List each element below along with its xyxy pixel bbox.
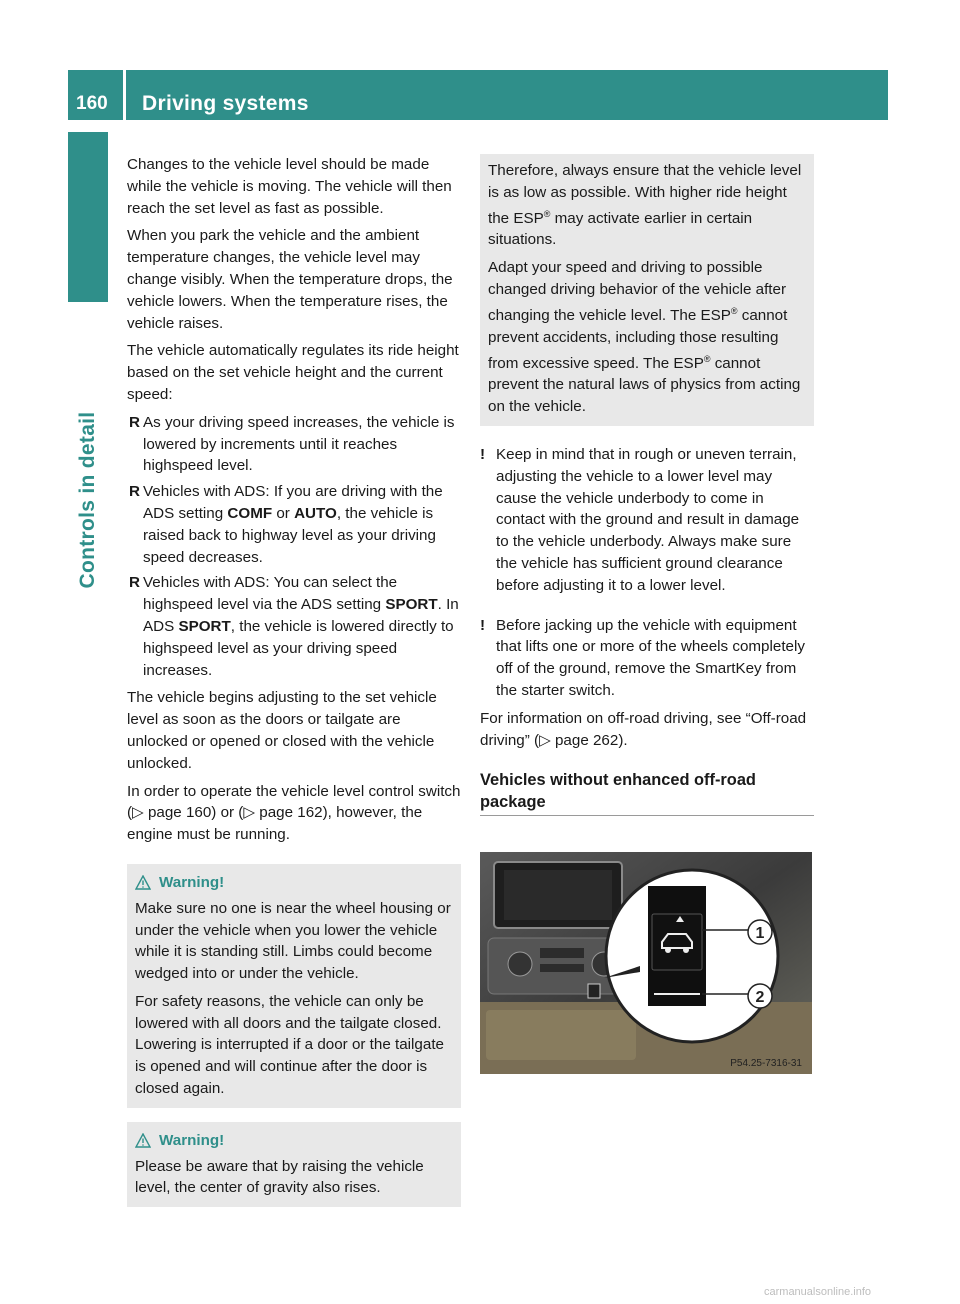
right-column <box>480 154 814 816</box>
warning-triangle-icon <box>135 875 151 890</box>
warning-heading: Warning! <box>135 872 453 894</box>
paragraph: Changes to the vehicle level should be made while the vehicle is moving. The vehicle will then reach the set level as fast as possible. <box>127 156 452 217</box>
side-tab-label <box>68 310 108 690</box>
warning-text: Adapt your speed and driving to possible changed driving behavior of the vehicle after changing the vehicle level. The ESP® cannot prevent accidents, including those resulting from excessive speed. The ESP® cannot prevent the natural laws of physics from acting on the vehicle. <box>488 259 801 416</box>
warning-continued-box <box>480 154 814 426</box>
dashboard-illustration <box>480 852 812 1074</box>
header-divider <box>123 70 126 120</box>
page-title: Driving systems <box>142 92 309 115</box>
exclamation-icon: ! <box>480 445 486 463</box>
warning-heading: Warning! <box>135 1130 453 1152</box>
list-item: R Vehicles with ADS: If you are driving with the ADS setting COMF or AUTO, the vehicle is raised back to highway level as your driving speed decreases. <box>129 483 443 566</box>
exclamation-icon: ! <box>480 616 486 634</box>
side-tab-text: Controls in detail <box>76 411 100 589</box>
ads-setting-comf: COMF <box>227 504 273 522</box>
paragraph: In order to operate the vehicle level control switch (▷ page 160) or (▷ page 162), however, the engine must be running. <box>127 782 461 844</box>
ads-setting-auto: AUTO <box>294 504 337 522</box>
paragraph: When you park the vehicle and the ambient temperature changes, the vehicle level may change visibly. When the temperature drops, the vehicle lowers. When the temperature rises, the vehicle raises. <box>127 227 453 332</box>
warning-box <box>127 1122 461 1207</box>
warning-text: Make sure no one is near the wheel housing or under the vehicle when you lower the vehicle while it is standing still. Limbs could become wedged into or under the vehicle. <box>135 899 451 983</box>
side-tab-block <box>68 132 108 302</box>
page-number: 160 <box>76 93 108 114</box>
ads-setting-sport: SPORT <box>385 596 438 614</box>
paragraph: For information on off-road driving, see “Off-road driving” (▷ page 262). <box>480 709 807 749</box>
bullet-icon: R <box>129 413 140 431</box>
notice-item: ! Before jacking up the vehicle with equipment that lifts one or more of the wheels completely off of the ground, remove the SmartKey from the starter switch. <box>480 616 805 699</box>
list-item: R Vehicles with ADS: You can select the highspeed level via the ADS setting SPORT. In ADS SPORT, the vehicle is lowered directly to highspeed level as your driving speed increases. <box>129 574 459 679</box>
list-item: R As your driving speed increases, the vehicle is lowered by increments until it reaches highspeed level. <box>129 413 455 475</box>
bullet-icon: R <box>129 483 140 501</box>
left-column <box>127 154 461 1207</box>
bullet-list <box>127 412 461 682</box>
callout-1-label: 1 <box>755 925 765 942</box>
warning-triangle-icon <box>135 1133 151 1148</box>
warning-text: For safety reasons, the vehicle can only be lowered with all doors and the tailgate closed. Lowering is interrupted if a door or the tailgate is opened and will continue after the door is closed again. <box>135 992 444 1098</box>
paragraph: The vehicle begins adjusting to the set vehicle level as soon as the doors or tailgate are unlocked or opened or closed with the vehicle unlocked. <box>127 689 437 772</box>
callout-2-label: 2 <box>755 989 765 1006</box>
ads-setting-sport: SPORT <box>178 617 231 635</box>
bullet-icon: R <box>129 574 140 592</box>
paragraph: The vehicle automatically regulates its ride height based on the set vehicle height and the current speed: <box>127 342 459 403</box>
notice-item: ! Keep in mind that in rough or uneven terrain, adjusting the vehicle to a lower level may cause the vehicle underbody to come in contact with the ground and result in damage to the vehicle underbody. Always make sure the vehicle has sufficient ground clearance before adjusting it to a lower level. <box>480 445 800 594</box>
warning-box <box>127 864 461 1108</box>
warning-text: Therefore, always ensure that the vehicle level is as low as possible. With higher ride height the ESP® may activate earlier in certain situations. <box>488 162 802 249</box>
dashboard-figure <box>480 852 812 1074</box>
footer-watermark: carmanualsonline.info <box>764 1286 872 1298</box>
figure-ref-code: P54.25-7316-31 <box>730 1058 802 1069</box>
section-subheading: Vehicles without enhanced off-road package <box>480 769 814 816</box>
warning-text: Please be aware that by raising the vehicle level, the center of gravity also rises. <box>135 1157 424 1197</box>
